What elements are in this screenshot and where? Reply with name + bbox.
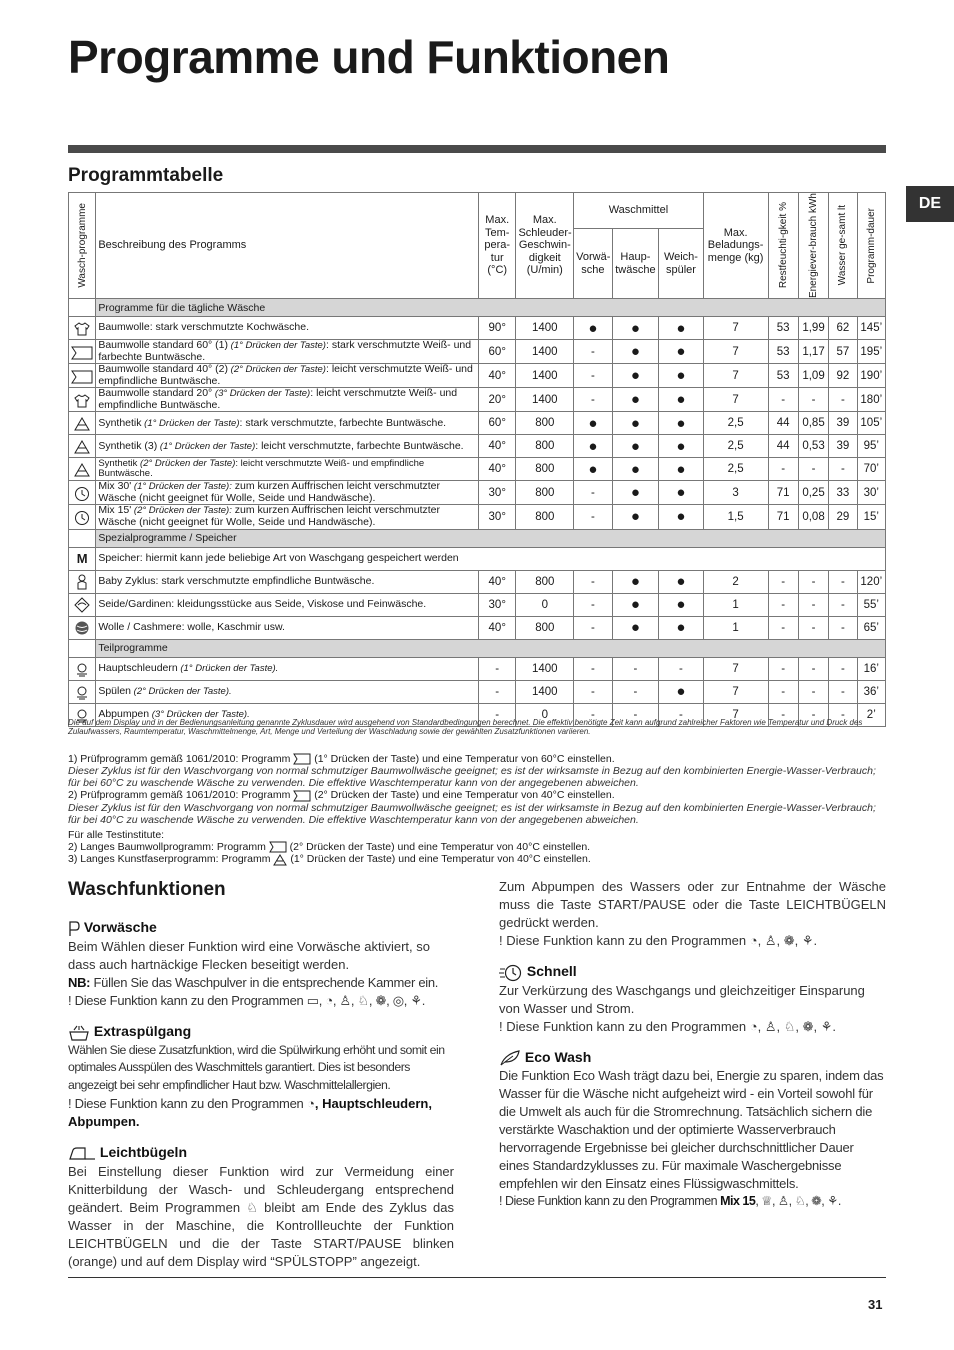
cell-dur: 95’	[857, 435, 885, 458]
ecowash-program-icons: , ♕, ♙, ♘, ❁, ⚘.	[755, 1194, 841, 1209]
cell-energy: -	[798, 657, 828, 680]
cell-dur: 105’	[857, 412, 885, 435]
table-note: Die auf dem Display und in der Bedienungsanleitung genannte Zyklusdauer wird ausgehend von Standardbedingungen berechnet. Die effektiv benötigte Zeit kann aufgrund zahlreicher Faktoren wie Temperatur und Druck des Zulaufwassers, Raumtemperatur, Waschmittelmenge, Art, Menge und Verteilung der Waschladung sowie der gewählten Zusatzfunktionen variieren.	[68, 718, 863, 737]
cell-pre: -	[574, 505, 612, 529]
footnote-1: 1) Prüfprogramm gemäß 1061/2010: Programm (1° Drücken der Taste) und eine Temperatur von 60°C einstellen.	[68, 753, 615, 765]
cell-pre: -	[574, 364, 612, 388]
cell-dur: 145’	[857, 317, 885, 340]
table-row	[69, 364, 886, 388]
vorwaesche-nb: NB: Füllen Sie das Waschpulver in die entsprechende Kammer ein.	[68, 974, 439, 990]
cell-water: -	[829, 570, 857, 593]
leichtbuegeln-text: Bei Einstellung dieser Funktion wird zur Vermeidung einer Knitterbildung der Wasch- und Schleudergang entsprechend geändert. Beim Programmen ♘ bleibt am Ende des Zyklus das Wasser in der Maschine, die Kontrollleuchte der Funktion LEICHTBÜGELN und die der Taste START/PAUSE blinken (orange) und auf dem Display wird “SPÜLSTOPP” angezeigt.	[68, 1163, 454, 1269]
cell-spin: 800	[516, 435, 574, 458]
quick-wash-icon	[499, 962, 523, 981]
cell-soft: ●	[659, 412, 704, 435]
cell-pre: -	[574, 680, 612, 703]
cell-moist: 44	[768, 412, 798, 435]
cell-water: -	[829, 593, 857, 616]
program-description: Synthetik (3) (1° Drücken der Taste): leicht verschmutzte, farbechte Buntwäsche.	[96, 435, 479, 458]
cell-load: 7	[703, 388, 768, 412]
cell-temp: 60°	[479, 412, 516, 435]
tub-icon	[293, 753, 311, 765]
cell-pre: -	[574, 593, 612, 616]
cell-load: 7	[703, 317, 768, 340]
functions-left-column	[68, 918, 454, 1271]
header-wasser: Wasser ge-samt lt	[829, 193, 857, 299]
schnell-program-icons: ◔, ♙, ♘, ❁, ⚘.	[749, 1018, 836, 1034]
cell-spin: 800	[516, 412, 574, 435]
waschfunktionen-title: Waschfunktionen	[68, 879, 226, 900]
cell-water: 39	[829, 435, 857, 458]
program-description: Baumwolle standard 20° (3° Drücken der Taste): leicht verschmutzte Weiß- und empfindliche Buntwäsche.	[96, 388, 479, 412]
cell-soft: -	[659, 703, 704, 726]
clock-icon: ◔	[307, 1096, 315, 1112]
ecowash-availability: ! Diese Funktion kann zu den Programmen Mix 15, ♕, ♙, ♘, ❁, ⚘.	[499, 1194, 841, 1209]
extraspuelgang-availability: ! Diese Funktion kann zu den Programmen ◔, Hauptschleudern, Abpumpen.	[68, 1096, 432, 1130]
header-restfeuchte: Restfeuchti-gkeit %	[768, 193, 798, 299]
cell-temp: 60°	[479, 340, 516, 364]
header-max-schleuder: Max. Schleuder-Geschwin-digkeit (U/min)	[516, 193, 574, 299]
table-row	[69, 412, 886, 435]
cell-moist: -	[768, 680, 798, 703]
program-description: Mix 15' (2° Drücken der Taste): zum kurzen Auffrischen leicht verschmutzter Wäsche (nicht geeignet für Wolle, Seide und Handwäsche).	[96, 505, 479, 529]
schnell-heading: Schnell	[499, 962, 886, 982]
leichtbuegeln-availability: ! Diese Funktion kann zu den Programmen ◔, ♙, ❁, ⚘.	[499, 932, 818, 948]
cell-pre: ●	[574, 317, 612, 340]
cell-spin: 1400	[516, 680, 574, 703]
cotton-shirt-icon	[69, 388, 96, 412]
synthetic-icon	[69, 435, 96, 458]
cell-temp: -	[479, 703, 516, 726]
leaf-icon	[499, 1048, 521, 1067]
leichtbuegeln-heading: Leichtbügeln	[68, 1143, 454, 1163]
cell-temp: 20°	[479, 388, 516, 412]
testing-line-2: 2) Langes Baumwollprogramm: Programm (2° Drücken der Taste) und eine Temperatur von 40°C einstellen.	[68, 841, 591, 854]
page-number: 31	[868, 1297, 883, 1312]
cell-load: 7	[703, 680, 768, 703]
leichtbuegeln-text-cont: Zum Abpumpen des Wassers oder zur Entnahme der Wäsche muss die Taste START/PAUSE oder die Taste LEICHTBÜGELN gedrückt werden.	[499, 879, 886, 930]
cell-soft: ●	[659, 317, 704, 340]
cell-dur: 70’	[857, 458, 885, 481]
cell-main: ●	[612, 364, 659, 388]
header-weichspueler: Weich-spüler	[659, 229, 704, 299]
cell-pre: -	[574, 388, 612, 412]
cell-load: 2,5	[703, 458, 768, 481]
cell-spin: 800	[516, 458, 574, 481]
cell-dur: 36’	[857, 680, 885, 703]
cell-load: 3	[703, 481, 768, 505]
testing-line-3: 3) Langes Kunstfaserprogramm: Programm (1° Drücken der Taste) und eine Temperatur von 40°C einstellen.	[68, 853, 591, 866]
cell-energy: 0,25	[798, 481, 828, 505]
synthetic-icon	[273, 854, 287, 866]
cell-soft: ●	[659, 570, 704, 593]
cell-load: 1	[703, 593, 768, 616]
program-description: Hauptschleudern (1° Drücken der Taste).	[96, 657, 479, 680]
cell-temp: 40°	[479, 616, 516, 639]
header-dauer: Programm-dauer	[857, 193, 885, 299]
wool-icon	[69, 616, 96, 639]
tub-icon	[69, 340, 96, 364]
cell-moist: 71	[768, 481, 798, 505]
cell-moist: -	[768, 657, 798, 680]
table-row	[69, 458, 886, 481]
cell-pre: -	[574, 616, 612, 639]
program-description: Seide/Gardinen: kleidungsstücke aus Seide, Viskose und Feinwäsche.	[96, 593, 479, 616]
cell-load: 1	[703, 616, 768, 639]
cell-load: 1,5	[703, 505, 768, 529]
cell-energy: 1,09	[798, 364, 828, 388]
cell-spin: 800	[516, 616, 574, 639]
cell-soft: ●	[659, 616, 704, 639]
table-row	[69, 505, 886, 529]
cell-water: 33	[829, 481, 857, 505]
testing-notes	[68, 829, 886, 866]
cell-load: 2	[703, 570, 768, 593]
cell-temp: 40°	[479, 435, 516, 458]
cell-spin: 1400	[516, 657, 574, 680]
cell-pre: -	[574, 703, 612, 726]
cell-dur: 190’	[857, 364, 885, 388]
cell-load: 2,5	[703, 412, 768, 435]
cell-energy: -	[798, 570, 828, 593]
table-title: Programmtabelle	[68, 165, 224, 186]
cell-spin: 1400	[516, 364, 574, 388]
cell-main: ●	[612, 340, 659, 364]
cell-water: -	[829, 458, 857, 481]
program-description: Baumwolle standard 40° (2) (2° Drücken der Taste): leicht verschmutzte Weiß- und empfindliche Buntwäsche.	[96, 364, 479, 388]
program-description: Baby Zyklus: stark verschmutzte empfindliche Buntwäsche.	[96, 570, 479, 593]
cell-pre: -	[574, 657, 612, 680]
testing-intro: Für alle Testinstitute:	[68, 829, 165, 841]
program-description: Speicher: hiermit kann jede beliebige Art von Waschgang gespeichert werden	[96, 547, 886, 570]
baby-icon	[69, 570, 96, 593]
cell-soft: ●	[659, 458, 704, 481]
cell-spin: 1400	[516, 340, 574, 364]
table-row	[69, 570, 886, 593]
cell-pre: -	[574, 340, 612, 364]
page-title: Programme und Funktionen	[68, 31, 670, 83]
cell-main: ●	[612, 481, 659, 505]
cell-moist: 53	[768, 340, 798, 364]
vorwaesche-program-icons: ▭, ◔, ♙, ♘, ❁, ◎, ⚘.	[306, 992, 426, 1008]
cell-water: -	[829, 680, 857, 703]
program-description: Mix 30' (1° Drücken der Taste): zum kurzen Auffrischen leicht verschmutzter Wäsche (nicht geeignet für Wolle, Seide und Handwäsche).	[96, 481, 479, 505]
clock-icon	[69, 481, 96, 505]
cell-spin: 0	[516, 703, 574, 726]
section-teil: Teilprogramme	[69, 639, 886, 657]
cell-pre: -	[574, 570, 612, 593]
cell-soft: ●	[659, 435, 704, 458]
program-description: Wolle / Cashmere: wolle, Kaschmir usw.	[96, 616, 479, 639]
cell-energy: 0,08	[798, 505, 828, 529]
leichtbuegeln-program-icons: ◔, ♙, ❁, ⚘.	[749, 932, 818, 948]
cell-temp: 30°	[479, 593, 516, 616]
cell-dur: 120’	[857, 570, 885, 593]
cell-load: 2,5	[703, 435, 768, 458]
cell-moist: -	[768, 388, 798, 412]
functions-right-column	[499, 878, 886, 1210]
cell-temp: 40°	[479, 570, 516, 593]
header-beschreibung: Beschreibung des Programms	[96, 193, 479, 299]
cell-temp: 30°	[479, 481, 516, 505]
program-description: Baumwolle standard 60° (1) (1° Drücken der Taste): stark verschmutzte Weiß- und farbechte Buntwäsche.	[96, 340, 479, 364]
cell-spin: 800	[516, 570, 574, 593]
ecowash-heading: Eco Wash	[499, 1048, 886, 1068]
cell-moist: -	[768, 593, 798, 616]
cell-soft: -	[659, 657, 704, 680]
cell-main: ●	[612, 435, 659, 458]
header-max-temp: Max. Tem-pera-tur (°C)	[479, 193, 516, 299]
cell-soft: ●	[659, 388, 704, 412]
cell-temp: -	[479, 680, 516, 703]
cell-main: -	[612, 703, 659, 726]
cell-soft: ●	[659, 505, 704, 529]
cell-temp: 30°	[479, 505, 516, 529]
cell-water: 39	[829, 412, 857, 435]
cell-moist: 44	[768, 435, 798, 458]
synthetic-icon	[69, 458, 96, 481]
table-row	[69, 481, 886, 505]
synthetic-icon	[69, 412, 96, 435]
cell-pre: ●	[574, 412, 612, 435]
cell-temp: 40°	[479, 364, 516, 388]
iron-icon	[68, 1144, 96, 1163]
footnotes	[68, 753, 886, 826]
cell-dur: 2’	[857, 703, 885, 726]
table-row	[69, 680, 886, 703]
table-row	[69, 616, 886, 639]
table-row	[69, 388, 886, 412]
cell-dur: 65’	[857, 616, 885, 639]
cell-main: ●	[612, 388, 659, 412]
footer-divider	[68, 1277, 886, 1278]
cell-temp: -	[479, 657, 516, 680]
cell-moist: -	[768, 616, 798, 639]
cell-main: ●	[612, 593, 659, 616]
cell-pre: ●	[574, 435, 612, 458]
tub-icon	[69, 364, 96, 388]
program-description: Spülen (2° Drücken der Taste).	[96, 680, 479, 703]
vorwaesche-availability: ! Diese Funktion kann zu den Programmen ▭, ◔, ♙, ♘, ❁, ◎, ⚘.	[68, 992, 426, 1008]
language-badge: DE	[906, 186, 954, 222]
spin-icon	[69, 680, 96, 703]
cell-dur: 15’	[857, 505, 885, 529]
ecowash-text: Die Funktion Eco Wash trägt dazu bei, Energie zu sparen, indem das Wasser für die Wäsche nicht aufgeheizt wird - ein Vorteil sowohl für die Umwelt als auch für die Stromrechnung. Tatsächlich sichern die verstärkte Waschaktion und der optimierte Wasserverbrauch hervorragende Ergebnisse bei gleicher durchschnittlicher Dauer eines Standardzyklusses zu. Für maximale Waschergebnisse empfehlen wir den Einsatz eines Flüssigwaschmittels.	[499, 1068, 884, 1192]
cell-main: ●	[612, 458, 659, 481]
vorwaesche-heading: Vorwäsche	[68, 918, 454, 938]
cell-water: -	[829, 657, 857, 680]
cell-load: 7	[703, 340, 768, 364]
header-wasch-programme: Wasch-programme	[69, 193, 96, 299]
cell-moist: 53	[768, 317, 798, 340]
cell-water: -	[829, 703, 857, 726]
cell-dur: 195’	[857, 340, 885, 364]
cotton-shirt-icon	[69, 317, 96, 340]
cell-temp: 40°	[479, 458, 516, 481]
cell-water: -	[829, 388, 857, 412]
memory-icon: M	[69, 547, 96, 570]
footnote-1-detail: Dieser Zyklus ist für den Waschvorgang von normal schmutziger Baumwollwäsche geeignet; es ist der wirksamste in Bezug auf den kombinierten Energie-Wasser-Verbrauch; für bei 60°C zu waschende Wäsche zu verwenden. Die effektive Waschtemperatur kann von der angegebenen abweichen.	[68, 765, 876, 790]
cell-water: 92	[829, 364, 857, 388]
cell-energy: 0,53	[798, 435, 828, 458]
extraspuelgang-text: Wählen Sie diese Zusatzfunktion, wird die Spülwirkung erhöht und somit ein optimales Ausspülen des Waschmittels garantiert. Dies ist besonders angezeigt bei sehr empfindlicher Haut bzw. Waschmittelallergien.	[68, 1042, 445, 1093]
program-description: Synthetik (1° Drücken der Taste): stark verschmutzte, farbechte Buntwäsche.	[96, 412, 479, 435]
table-row	[69, 317, 886, 340]
cell-soft: ●	[659, 340, 704, 364]
cell-energy: -	[798, 616, 828, 639]
cell-spin: 800	[516, 481, 574, 505]
cell-moist: -	[768, 458, 798, 481]
table-row	[69, 657, 886, 680]
tub-icon	[269, 841, 287, 853]
program-description: Baumwolle: stark verschmutzte Kochwäsche.	[96, 317, 479, 340]
cell-energy: 1,17	[798, 340, 828, 364]
cell-moist: 53	[768, 364, 798, 388]
cell-main: ●	[612, 317, 659, 340]
table-row	[69, 593, 886, 616]
cell-dur: 180’	[857, 388, 885, 412]
program-description: Abpumpen (3° Drücken der Taste).	[96, 703, 479, 726]
cell-moist: -	[768, 703, 798, 726]
header-beladung: Max. Beladungs-menge (kg)	[703, 193, 768, 299]
cell-spin: 1400	[516, 317, 574, 340]
table-row-memory	[69, 547, 886, 570]
program-table	[68, 192, 886, 727]
cell-spin: 0	[516, 593, 574, 616]
cell-energy: -	[798, 703, 828, 726]
cell-load: 7	[703, 364, 768, 388]
cell-main: ●	[612, 616, 659, 639]
cell-moist: 71	[768, 505, 798, 529]
footnote-2-detail: Dieser Zyklus ist für den Waschvorgang von normal schmutziger Baumwollwäsche geeignet; es ist der wirksamste in Bezug auf den kombinierten Energie-Wasser-Verbrauch; für bei 40°C zu waschende Wäsche zu verwenden. Die effektive Waschtemperatur kann von der angegebenen abweichen.	[68, 801, 876, 826]
silk-icon: ♘	[246, 1199, 258, 1215]
footnote-2: 2) Prüfprogramm gemäß 1061/2010: Programm (2° Drücken der Taste) und eine Temperatur von 40°C einstellen.	[68, 789, 615, 802]
cell-moist: -	[768, 570, 798, 593]
extraspuelgang-heading: Extraspülgang	[68, 1022, 454, 1042]
cell-water: 29	[829, 505, 857, 529]
header-waschmittel: Waschmittel	[574, 193, 704, 229]
cell-main: -	[612, 657, 659, 680]
cell-pre: ●	[574, 458, 612, 481]
cell-main: ●	[612, 505, 659, 529]
cell-soft: ●	[659, 364, 704, 388]
program-description: Synthetik (2° Drücken der Taste): leicht verschmutzte Weiß- und empfindliche Buntwäsche.	[96, 458, 479, 481]
title-divider-bar	[68, 145, 886, 153]
rinse-icon	[68, 1022, 90, 1041]
prewash-icon	[68, 919, 80, 938]
cell-dur: 16’	[857, 657, 885, 680]
cell-energy: -	[798, 388, 828, 412]
cell-load: 7	[703, 703, 768, 726]
cell-water: 57	[829, 340, 857, 364]
cell-energy: -	[798, 593, 828, 616]
header-hauptwaesche: Haup-twäsche	[612, 229, 659, 299]
spin-icon	[69, 657, 96, 680]
tub-icon	[293, 790, 311, 802]
table-row	[69, 435, 886, 458]
cell-soft: ●	[659, 593, 704, 616]
schnell-availability: ! Diese Funktion kann zu den Programmen ◔, ♙, ♘, ❁, ⚘.	[499, 1018, 836, 1034]
schnell-text: Zur Verkürzung des Waschgangs und gleichzeitiger Einsparung von Wasser und Strom.	[499, 982, 865, 1016]
cell-main: -	[612, 680, 659, 703]
cell-dur: 30’	[857, 481, 885, 505]
cell-dur: 55’	[857, 593, 885, 616]
section-spezial: Spezialprogramme / Speicher	[69, 529, 886, 547]
cell-water: -	[829, 616, 857, 639]
cell-energy: 0,85	[798, 412, 828, 435]
cell-load: 7	[703, 657, 768, 680]
cell-temp: 90°	[479, 317, 516, 340]
table-row	[69, 340, 886, 364]
cell-water: 62	[829, 317, 857, 340]
cell-main: ●	[612, 570, 659, 593]
cell-energy: -	[798, 680, 828, 703]
vorwaesche-text: Beim Wählen dieser Funktion wird eine Vorwäsche aktiviert, so dass auch hartnäckige Flecken beseitigt werden.	[68, 938, 430, 972]
section-taeglich: Programme für die tägliche Wäsche	[69, 299, 886, 317]
header-energie: Energiever-brauch kWh	[798, 193, 828, 299]
cell-main: ●	[612, 412, 659, 435]
cell-spin: 800	[516, 505, 574, 529]
clock-icon	[69, 505, 96, 529]
header-vorwaesche: Vorwä-sche	[574, 229, 612, 299]
cell-energy: -	[798, 458, 828, 481]
cell-pre: -	[574, 481, 612, 505]
cell-spin: 1400	[516, 388, 574, 412]
silk-icon	[69, 593, 96, 616]
cell-soft: ●	[659, 680, 704, 703]
cell-energy: 1,99	[798, 317, 828, 340]
cell-soft: ●	[659, 481, 704, 505]
